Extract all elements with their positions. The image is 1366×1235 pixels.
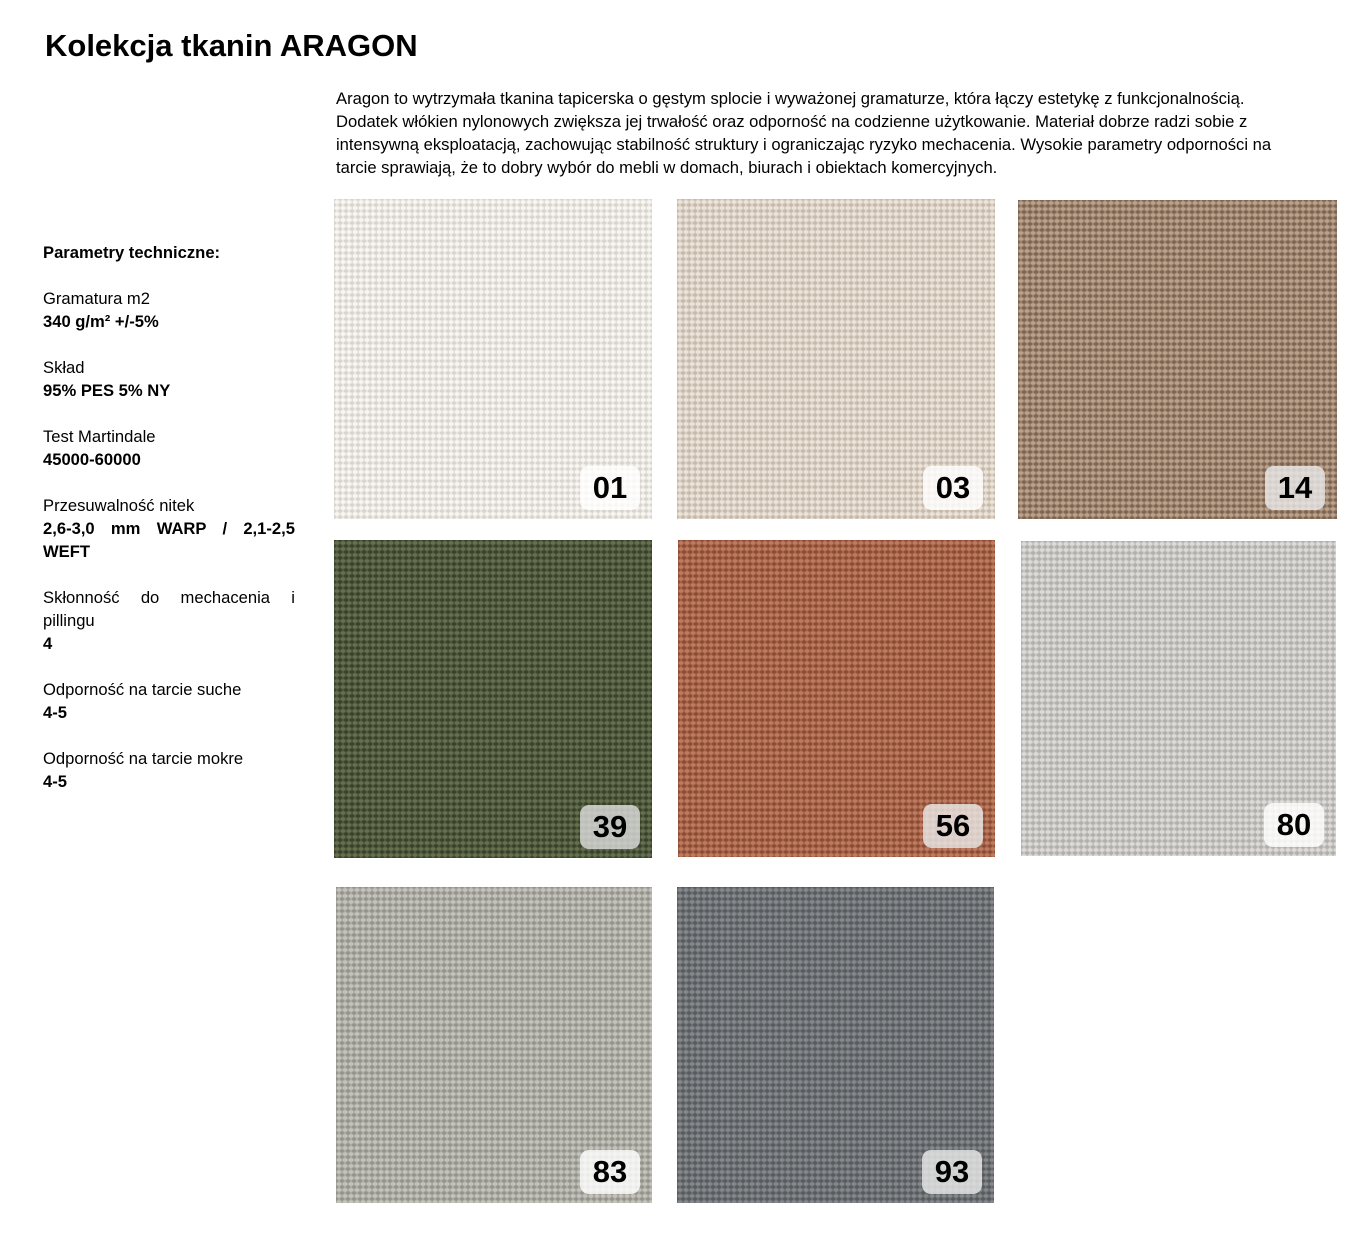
intro-line: Aragon to wytrzymała tkanina tapicerska o gęstym splocie i wyważonej gramaturze, która łączy estetykę z funkcjonalnością.: [336, 89, 1245, 108]
intro-text: [336, 87, 1336, 179]
swatch-code: 03: [923, 466, 983, 510]
param-pilling: [43, 586, 295, 655]
parameters-heading: Parametry techniczne:: [43, 243, 221, 262]
fabric-swatch-93: [677, 887, 994, 1203]
param-label: Test Martindale: [43, 427, 156, 446]
param-weight: [43, 287, 295, 333]
param-label: Skład: [43, 358, 85, 377]
fabric-swatch-80: [1021, 541, 1336, 856]
fabric-swatch-03: [677, 199, 995, 519]
fabric-swatch-83: [336, 887, 652, 1203]
fabric-swatch-39: [334, 540, 652, 858]
param-value: 4: [43, 634, 53, 653]
param-value: 95% PES 5% NY: [43, 381, 171, 400]
param-seam-slippage: [43, 494, 295, 563]
swatch-code: 93: [922, 1150, 982, 1194]
param-value: 4-5: [43, 703, 67, 722]
param-martindale: [43, 425, 295, 471]
swatch-code: 56: [923, 804, 983, 848]
intro-line: tarcie sprawiają, że to dobry wybór do mebli w domach, biurach i obiektach komercyjnych.: [336, 158, 998, 177]
param-value: 340 g/m² +/-5%: [43, 312, 159, 331]
swatch-code: 83: [580, 1150, 640, 1194]
intro-line: intensywną eksploatacją, zachowując stabilność struktury i ograniczając ryzyko mechacenia. Wysokie parametry odporności na: [336, 135, 1272, 154]
param-dry-rub: [43, 678, 295, 724]
param-value: 4-5: [43, 772, 67, 791]
param-label: Gramatura m2: [43, 289, 150, 308]
intro-line: Dodatek włókien nylonowych zwiększa jej trwałość oraz odporność na codzienne użytkowanie. Materiał dobrze radzi sobie z: [336, 112, 1248, 131]
param-value: 45000-60000: [43, 450, 141, 469]
param-value: 2,6-3,0 mm WARP / 2,1-2,5 WEFT: [43, 519, 295, 561]
page-title: Kolekcja tkanin ARAGON: [45, 28, 418, 63]
fabric-swatch-14: [1018, 200, 1337, 519]
param-label: Skłonność do mechacenia i pillingu: [43, 588, 295, 630]
swatch-code: 14: [1265, 466, 1325, 510]
fabric-swatch-56: [678, 540, 995, 857]
swatch-code: 80: [1264, 803, 1324, 847]
param-composition: [43, 356, 295, 402]
param-label: Odporność na tarcie mokre: [43, 749, 244, 768]
param-label: Przesuwalność nitek: [43, 496, 195, 515]
swatch-code: 39: [580, 805, 640, 849]
technical-parameters: [43, 241, 295, 816]
param-label: Odporność na tarcie suche: [43, 680, 242, 699]
fabric-swatch-01: [334, 199, 652, 519]
param-wet-rub: [43, 747, 295, 793]
swatch-code: 01: [580, 466, 640, 510]
